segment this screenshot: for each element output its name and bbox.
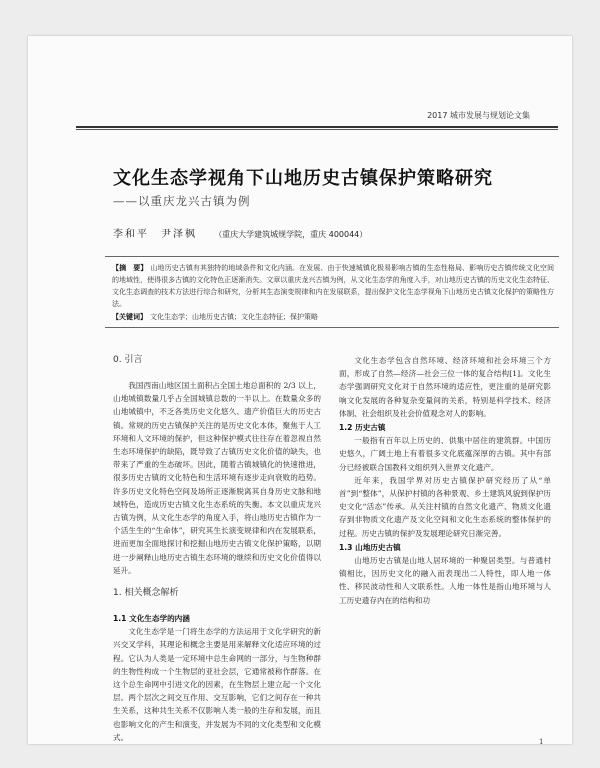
header-rule-thick — [76, 126, 558, 128]
paragraph-1-2-a: 一般指有百年以上历史的、供集中居住的建筑群。中国历史悠久，广阔土地上有着很多文化底蕴深厚的古镇。其中有部分已经被联合国教科文组织列入世界文化遗产。 — [339, 436, 551, 472]
abstract-bottom-rule — [105, 327, 559, 328]
right-column — [339, 354, 551, 607]
abstract-block — [112, 262, 554, 310]
paper-title: 文化生态学视角下山地历史古镇保护策略研究 — [113, 168, 493, 189]
section-heading-concepts: 1. 相关概念解析 — [113, 588, 179, 599]
abstract-top-rule — [105, 256, 559, 257]
paragraph-1-3: 山地历史古镇是山地人居环境的一种聚居类型。与普通村镇相比，因历史文化的融入而表现出二人特性，即人地一体性、移民波动性和人文联系性。人地一体性是指山地环境与人工历史遗存内在的结构和功 — [339, 556, 551, 605]
section-heading-intro: 0. 引言 — [113, 355, 143, 365]
author-line — [113, 225, 367, 240]
author-affiliation: （重庆大学建筑城规学院，重庆 400044） — [214, 230, 368, 239]
intro-paragraph: 我国西南山地区国土面积占全国土地总面积的 2/3 以上，山地城镇数量几乎占全国城镇总数的一半以上。在数量众多的山地城镇中，不乏各类历史文化悠久、遗产价值巨大的历史古镇。常规的历史古镇保护关注的是历史文化本体，聚焦于人工环境和人文环境的保护，但这种保护模式往往存在着忽视自然生态环境保护的缺陷，既导致了古镇历史文化价值的缺失，也带来了严重的生态破坏。因此，随着古镇城镇化的快速推进，很多历史古镇的文化特色和生活环境有逐步走向衰败的趋势。许多历史文化特色空间及场所正逐渐脱离其自身历史文脉和地域特色，造成历史古镇文化生态系统的失衡。本文以重庆龙兴古镇为例，从文化生态学的角度入手，将山地历史古镇作为一个活生生的“生命体”，研究其生长演变规律和内在发展联系，进而更加全面地探讨和挖掘山地历史古镇文化保护策略，以期进一步阐释山地历史古镇生态环境的继续和历史文化价值得以延升。 — [113, 381, 321, 575]
paper-page — [28, 36, 572, 744]
paragraph-1-1-part2: 文化生态学包含自然环境、经济环境和社会环境三个方面，形成了自然—经济—社会三位一体的复合结构[1]。文化生态学强调研究文化对于自然环境的适应性，更注重的是研究影响文化发展的各种复杂变量间的关系，特别是科学技术、经济体制、社会组织及社会价值观念对人的影响。 — [339, 356, 551, 418]
paper-subtitle: ——以重庆龙兴古镇为例 — [113, 194, 251, 208]
author-names: 李和平 尹泽枫 — [113, 229, 197, 240]
keywords-block — [112, 311, 554, 323]
abstract-text: 山地历史古镇有其独特的地域条件和文化内涵。在发展、由于快速城镇化极易影响古镇的生态性格局、影响历史古镇传统文化空间的地域性，使得很多古镇的文化特色正逐渐消失。文章以重庆龙兴古镇为例，从文化生态学的角度入手，对山地历史古镇的历史文化生态特征、文化生态调查的技术方法进行综合和研究，分析其生态演变规律和内在发展联系，提出保护文化生态学视角下山地历史古镇文化保护的策略性方法。 — [112, 264, 555, 308]
subsection-heading-1-1: 1.1 文化生态学的内涵 — [113, 614, 190, 624]
keywords-text: 文化生态学；山地历史古镇；文化生态特征；保护策略 — [150, 313, 318, 321]
subsection-heading-1-3: 1.3 山地历史古镇 — [339, 542, 401, 552]
left-column — [113, 354, 321, 744]
subsection-heading-1-2: 1.2 历史古镇 — [339, 423, 386, 433]
page-number: 1 — [539, 738, 544, 746]
header-rule-thin — [76, 129, 558, 130]
paragraph-1-1-part1: 文化生态学是一门将生态学的方法运用于文化学研究的新兴交叉学科，其理论和概念主要是用来解释文化适应环境的过程。它认为人类是一定环境中总生命网的一部分，与生物种群的生物性构成一个生物层的亚社会层，它通常被称作群落。在这个总生命网中引进文化的因素，在生物层上建立起一个文化层。两个层次之间交互作用、交互影响，它们之间存在一种共生关系，这种共生关系不仅影响人类一般的生存和发展，而且也影响文化的产生和演变，并发展为不同的文化类型和文化模式。 — [113, 627, 321, 742]
keywords-label: 【关键词】 — [112, 313, 147, 321]
journal-header: 2017 城市发展与规划论文集 — [427, 111, 530, 120]
paragraph-1-2-b: 近年来，我国学界对历史古镇保护研究经历了从“单首”到“整体”，从保护村镇的各种景观、乡土建筑风貌到保护历史文化“活态”传承。从关注村镇的自然文化遗产、物质文化遗存到非物质文化遗产及文化空间和文化生态系统的整体保护的过程。历史古镇的保护及发展理论研究日渐完善。 — [339, 475, 551, 538]
abstract-label: 【摘 要】 — [112, 264, 148, 272]
